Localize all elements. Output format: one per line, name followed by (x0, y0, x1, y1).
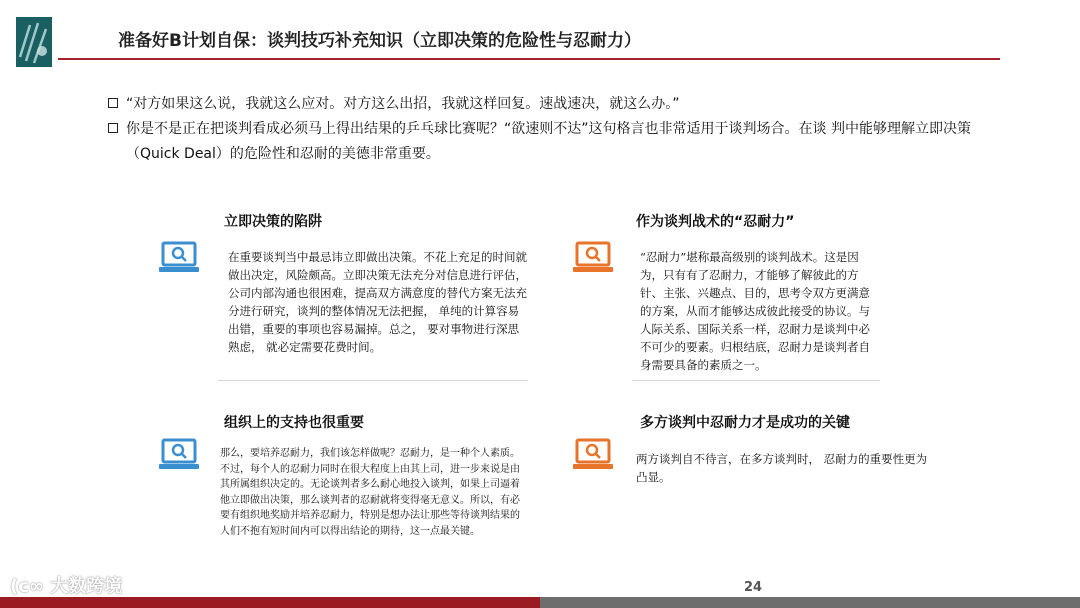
card-heading: 作为谈判战术的“忍耐力” (636, 214, 795, 230)
intro-bullet (108, 117, 1008, 167)
card-heading: 多方谈判中忍耐力才是成功的关键 (640, 415, 850, 431)
page-number: 24 (744, 580, 763, 595)
laptop-search-icon (158, 437, 200, 473)
footer-bar-grey (540, 597, 1080, 608)
intro-bullet-text: “对方如果这么说，我就这么应对。对方这么出招，我就这样回复。速战速决，就这么办。” (126, 96, 680, 112)
watermark (10, 572, 122, 598)
header-logo (16, 17, 52, 67)
laptop-search-icon (572, 437, 614, 473)
square-bullet-icon (108, 123, 118, 133)
footer-bar-red (0, 597, 540, 608)
card-divider (218, 380, 528, 381)
card-body: 两方谈判自不待言，在多方谈判时， 忍耐力的重要性更为凸显。 (636, 452, 928, 484)
intro-bullet (108, 92, 1008, 117)
intro-bullet-text: 你是不是正在把谈判看成必须马上得出结果的乒乓球比赛呢？“欲速则不达”这句格言也非常适用于谈判场合。在谈 判中能够理解立即决策（Quick Deal）的危险性和忍耐的美德非常重要。 (126, 121, 971, 162)
laptop-search-icon (158, 240, 200, 276)
laptop-search-icon (572, 240, 614, 276)
logo-image-icon (16, 17, 52, 67)
intro-section (108, 92, 1008, 167)
square-bullet-icon (108, 98, 118, 108)
card-body: 在重要谈判当中最忌讳立即做出决策。不花上充足的时间就做出决定，风险颇高。立即决策无法充分对信息进行评估，公司内部沟通也很困难，提高双方满意度的替代方案无法充分进行研究，谈判的整体情况无法把握， 单纯的计算容易出错，重要的事项也容易漏掉。总之， 要对事物进行深思熟虑， 就必定需要花费时间。 (228, 250, 527, 354)
card-heading: 立即决策的陷阱 (224, 214, 322, 230)
watermark-logo-icon: (c∞ (10, 576, 44, 597)
card-divider (632, 380, 880, 381)
card-body: 那么，要培养忍耐力，我们该怎样做呢？忍耐力，是一种个人素质。不过，每个人的忍耐力同时在很大程度上由其上司，进一步来说是由其所属组织决定的。无论谈判者多么耐心地投入谈判，如果上司逼着他立即做出决策，那么谈判者的忍耐就将变得毫无意义。所以，有必要有组织地奖励并培养忍耐力，特别是想办法让那些等待谈判结果的人们不抱有短时间内可以得出结论的期待，这一点最关键。 (220, 448, 520, 537)
title-divider (58, 58, 1000, 60)
card-heading: 组织上的支持也很重要 (224, 415, 364, 431)
watermark-text: 大数跨境 (50, 576, 123, 597)
page-title: 准备好B计划自保：谈判技巧补充知识（立即决策的危险性与忍耐力） (118, 31, 641, 51)
card-body: “忍耐力”堪称最高级别的谈判战术。这是因为，只有有了忍耐力，才能够了解彼此的方针、主张、兴趣点、目的，思考令双方更满意的方案，从而才能够达成彼此接受的协议。与人际关系、国际关系一样，忍耐力是谈判中必不可少的要素。归根结底，忍耐力是谈判者自身需要具备的素质之一。 (640, 250, 870, 372)
